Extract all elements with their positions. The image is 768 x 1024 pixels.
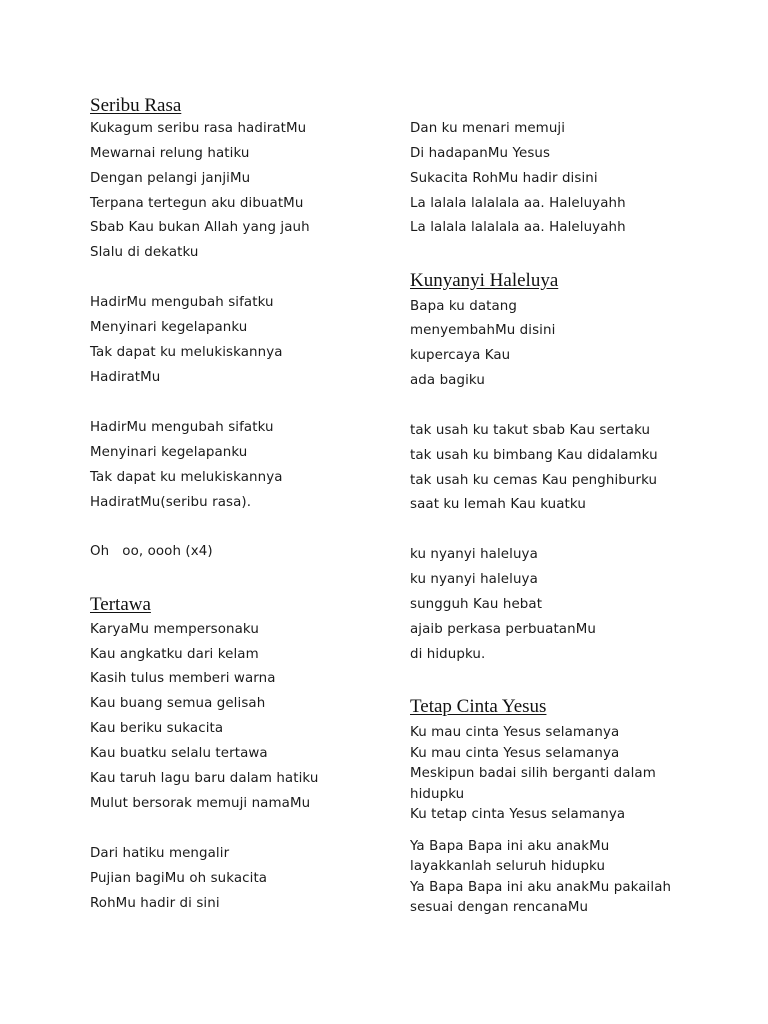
lyric-line: Menyinari kegelapanku bbox=[90, 320, 248, 335]
lyric-line: HadiratMu(seribu rasa). bbox=[90, 495, 252, 510]
lyric-line: Tak dapat ku melukiskannya bbox=[90, 470, 283, 485]
lyric-line: hidupku bbox=[410, 787, 465, 802]
lyric-line: ajaib perkasa perbuatanMu bbox=[410, 622, 596, 637]
song-title-kunyanyi-haleluya: Kunyanyi Haleluya bbox=[410, 270, 559, 291]
lyric-line: layakkanlah seluruh hidupku bbox=[410, 859, 606, 874]
lyric-line: Meskipun badai silih berganti dalam bbox=[410, 766, 656, 781]
lyric-line: Slalu di dekatku bbox=[90, 245, 199, 260]
song-title-tetap-cinta-yesus: Tetap Cinta Yesus bbox=[410, 696, 547, 717]
lyric-line: Kasih tulus memberi warna bbox=[90, 671, 276, 686]
lyric-line: La lalala lalalala aa. Haleluyahh bbox=[410, 220, 626, 235]
lyric-line: Mulut bersorak memuji namaMu bbox=[90, 796, 311, 811]
lyric-line: HadirMu mengubah sifatku bbox=[90, 420, 274, 435]
song-title-tertawa: Tertawa bbox=[90, 594, 151, 615]
lyric-line: Sukacita RohMu hadir disini bbox=[410, 171, 598, 186]
song-title-seribu-rasa: Seribu Rasa bbox=[90, 95, 182, 116]
lyric-line: Ku tetap cinta Yesus selamanya bbox=[410, 807, 626, 822]
lyric-line: Kau beriku sukacita bbox=[90, 721, 224, 736]
lyric-line: tak usah ku takut sbab Kau sertaku bbox=[410, 423, 651, 438]
lyric-line: Oh oo, oooh (x4) bbox=[90, 544, 213, 559]
lyric-line: Di hadapanMu Yesus bbox=[410, 146, 551, 161]
lyric-line: KaryaMu mempersonaku bbox=[90, 622, 259, 637]
lyric-line: saat ku lemah Kau kuatku bbox=[410, 497, 586, 512]
lyric-line: tak usah ku cemas Kau penghiburku bbox=[410, 473, 658, 488]
lyric-line: Dengan pelangi janjiMu bbox=[90, 171, 251, 186]
lyric-line: Kau taruh lagu baru dalam hatiku bbox=[90, 771, 319, 786]
lyric-line: Ku mau cinta Yesus selamanya bbox=[410, 725, 620, 740]
lyric-line: Kukagum seribu rasa hadiratMu bbox=[90, 121, 307, 136]
lyric-line: Sbab Kau bukan Allah yang jauh bbox=[90, 220, 310, 235]
lyric-line: Kau buang semua gelisah bbox=[90, 696, 266, 711]
lyric-line: tak usah ku bimbang Kau didalamku bbox=[410, 448, 658, 463]
lyric-line: sesuai dengan rencanaMu bbox=[410, 900, 589, 915]
lyric-line: Bapa ku datang bbox=[410, 299, 517, 314]
lyric-line: sungguh Kau hebat bbox=[410, 597, 543, 612]
lyric-line: ada bagiku bbox=[410, 373, 485, 388]
lyric-line: Pujian bagiMu oh sukacita bbox=[90, 871, 268, 886]
lyric-line: kupercaya Kau bbox=[410, 348, 511, 363]
lyric-line: RohMu hadir di sini bbox=[90, 896, 220, 911]
lyric-line: menyembahMu disini bbox=[410, 323, 556, 338]
lyric-line: Tak dapat ku melukiskannya bbox=[90, 345, 283, 360]
lyric-line: HadiratMu bbox=[90, 370, 161, 385]
lyric-line: Dari hatiku mengalir bbox=[90, 846, 230, 861]
lyric-line: Dan ku menari memuji bbox=[410, 121, 566, 136]
lyric-line: Ya Bapa Bapa ini aku anakMu bbox=[410, 839, 610, 854]
lyric-line: Menyinari kegelapanku bbox=[90, 445, 248, 460]
lyric-line: Ya Bapa Bapa ini aku anakMu pakailah bbox=[410, 880, 672, 895]
lyric-line: ku nyanyi haleluya bbox=[410, 547, 538, 562]
lyric-line: HadirMu mengubah sifatku bbox=[90, 295, 274, 310]
lyric-line: Terpana tertegun aku dibuatMu bbox=[90, 196, 304, 211]
lyric-line: Kau angkatku dari kelam bbox=[90, 647, 259, 662]
lyric-line: La lalala lalalala aa. Haleluyahh bbox=[410, 196, 626, 211]
lyric-line: Ku mau cinta Yesus selamanya bbox=[410, 746, 620, 761]
lyric-line: Mewarnai relung hatiku bbox=[90, 146, 250, 161]
lyric-line: di hidupku. bbox=[410, 647, 486, 662]
lyric-line: Kau buatku selalu tertawa bbox=[90, 746, 268, 761]
lyric-line: ku nyanyi haleluya bbox=[410, 572, 538, 587]
